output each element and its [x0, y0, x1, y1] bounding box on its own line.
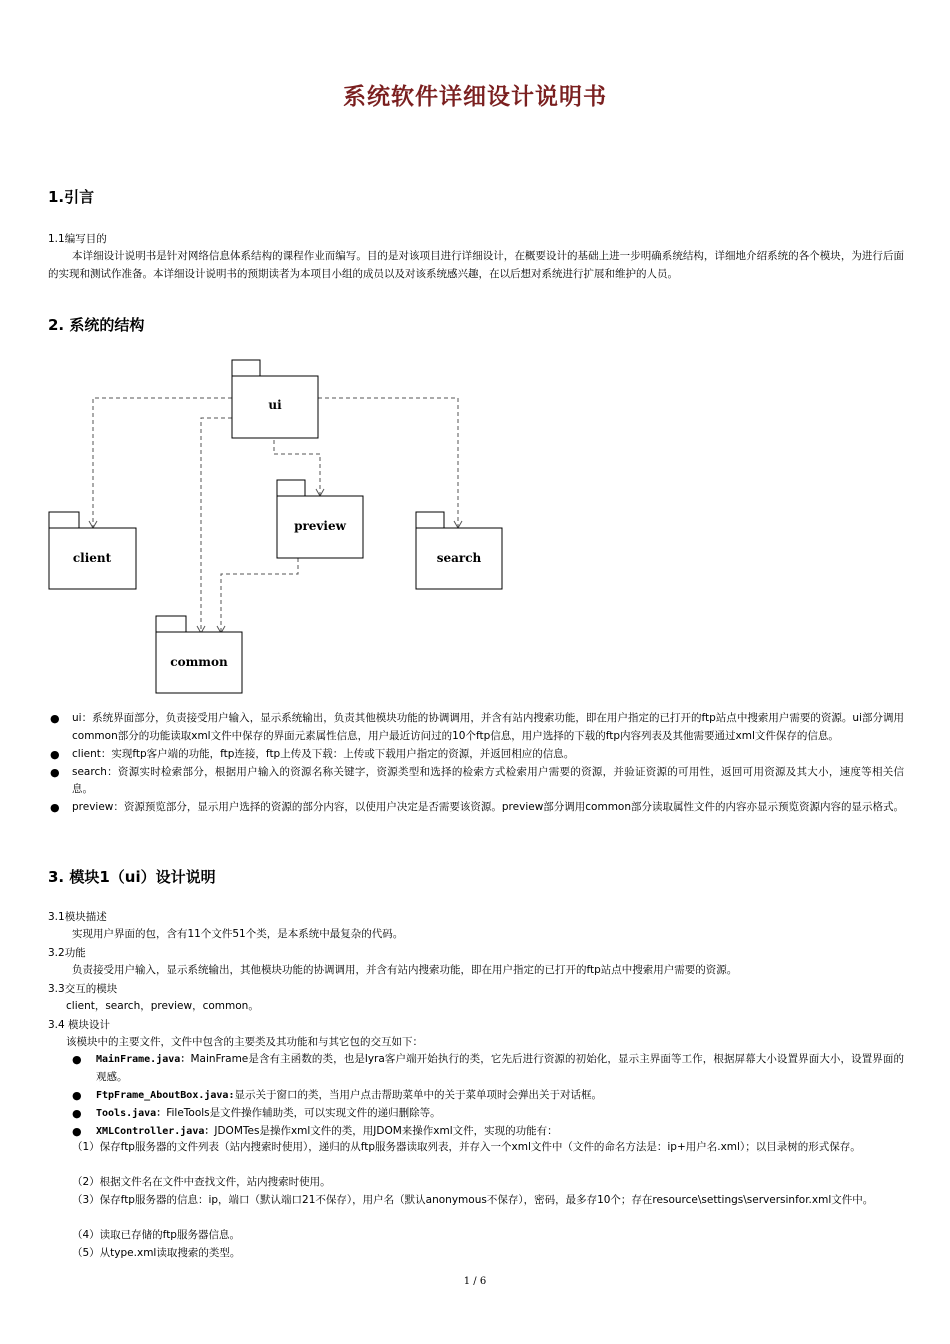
xml-item-4: （4）读取已存储的ftp服务器信息。: [72, 1229, 240, 1241]
package-common-tab: [156, 616, 186, 632]
package-label-ui: ui: [268, 398, 282, 412]
list-item: ● preview：资源预览部分，显示用户选择的资源的部分内容，以使用户决定是否需要该资源。preview部分调用common部分读取属性文件的内容亦显示预览资源内容的显示格式。: [48, 799, 904, 817]
section3-3-text: client，search，preview，common。: [66, 1000, 259, 1012]
list-item: ● XMLController.java：JDOMTes是操作xml文件的类，用JDOM来操作xml文件，实现的功能有：: [48, 1123, 904, 1141]
package-ui-tab: [232, 360, 260, 376]
list-item: ● search：资源实时检索部分，根据用户输入的资源名称关键字，资源类型和选择的检索方式检索用户需要的资源，并验证资源的可用性，返回可用资源及其大小，速度等相关信息。: [50, 765, 904, 795]
bullet-icon: ●: [50, 747, 60, 761]
section3-2-title: 3.2功能: [48, 947, 86, 959]
package-label-client: client: [72, 551, 112, 565]
bullet-icon: ●: [50, 801, 60, 814]
section1-heading: 1.引言: [48, 188, 95, 206]
section3-heading: 3. 模块1（ui）设计说明: [48, 868, 216, 886]
package-diagram: [40, 350, 520, 700]
dep-preview-common: [221, 558, 298, 632]
list-item: ● Tools.java：FileTools是文件操作辅助类，可以实现文件的递归删除等。: [48, 1105, 904, 1123]
section3-2-text: 负责接受用户输入，显示系统输出，其他模块功能的协调调用，并含有站内搜索功能，即在用户指定的已打开的ftp站点中搜索用户需要的资源。: [72, 964, 738, 976]
section3-1-title: 3.1模块描述: [48, 911, 107, 923]
section3-3-title: 3.3交互的模块: [48, 983, 118, 995]
package-preview-tab: [277, 480, 305, 496]
package-label-preview: preview: [294, 519, 346, 533]
dep-ui-client: [93, 398, 232, 527]
bullet-icon: ●: [50, 765, 60, 779]
dep-ui-common: [201, 418, 232, 632]
bullet-icon: ●: [72, 1106, 82, 1120]
xml-item-3: （3）保存ftp服务器的信息：ip，端口（默认端口21不保存），用户名（默认anonymous不保存），密码，最多存10个；存在resource\settings\serversinfor.xml文件中。: [72, 1194, 874, 1206]
bullet-icon: ●: [50, 712, 60, 725]
package-search-tab: [416, 512, 444, 528]
bullet-icon: ●: [72, 1053, 82, 1066]
package-label-common: common: [170, 655, 228, 669]
list-item: ● client：实现ftp客户端的功能，ftp连接，ftp上传及下载：上传或下载用户指定的资源，并返回相应的信息。: [48, 746, 904, 764]
package-label-search: search: [436, 551, 482, 565]
page-number: 1 / 6: [463, 1276, 487, 1287]
section1-1-title: 1.1编写目的: [48, 233, 107, 245]
section1-1-text: 本详细设计说明书是针对网络信息体系结构的课程作业而编写。目的是对该项目进行详细设计，在概要设计的基础上进一步明确系统结构，详细地介绍系统的各个模块，为进行后面的实现和测试作准备。本详细设计说明书的预期读者为本项目小组的成员以及对该系统感兴趣，在以后想对系统进行扩展和维护的人员。: [48, 250, 904, 280]
section3-4-title: 3.4 模块设计: [48, 1019, 111, 1031]
section3-4-intro: 该模块中的主要文件，文件中包含的主要类及其功能和与其它包的交互如下：: [66, 1036, 423, 1048]
list-item: ● ui：系统界面部分，负责接受用户输入，显示系统输出，负责其他模块功能的协调调用，并含有站内搜索功能，即在用户指定的已打开的ftp站点中搜索用户需要的资源。ui部分调用common部分的功能读取xml文件中保存的界面元素属性信息，用户最近访问过的10个ftp信息，用户选择的下载的ftp内容列表及其他需要通过xml文件保存的信息。: [50, 712, 904, 742]
list-item: ● FtpFrame_AboutBox.java:显示关于窗口的类，当用户点击帮助菜单中的关于菜单项时会弹出关于对话框。: [48, 1087, 904, 1105]
xml-item-2: （2）根据文件名在文件中查找文件，站内搜索时使用。: [72, 1176, 331, 1188]
list-item: ● MainFrame.java：MainFrame是含有主函数的类，也是lyra客户端开始执行的类，它先后进行资源的初始化，显示主界面等工作，根据屏幕大小设置界面大小，设置界面的观感。: [72, 1053, 904, 1083]
section2-heading: 2. 系统的结构: [48, 316, 145, 334]
xml-item-5: （5）从type.xml读取搜索的类型。: [72, 1247, 241, 1259]
file-bullet-list: [48, 1051, 904, 1141]
module-bullet-list: [48, 710, 904, 817]
bullet-icon: ●: [72, 1088, 82, 1102]
section3-1-text: 实现用户界面的包，含有11个文件51个类，是本系统中最复杂的代码。: [72, 928, 404, 940]
xml-item-1: （1）保存ftp服务器的文件列表（站内搜索时使用），递归的从ftp服务器读取列表，并存入一个xml文件中（文件的命名方法是：ip+用户名.xml）；以目录树的形式保存。: [72, 1141, 861, 1153]
document-title: 系统软件详细设计说明书: [343, 84, 607, 110]
bullet-icon: ●: [72, 1124, 82, 1138]
package-client-tab: [49, 512, 79, 528]
